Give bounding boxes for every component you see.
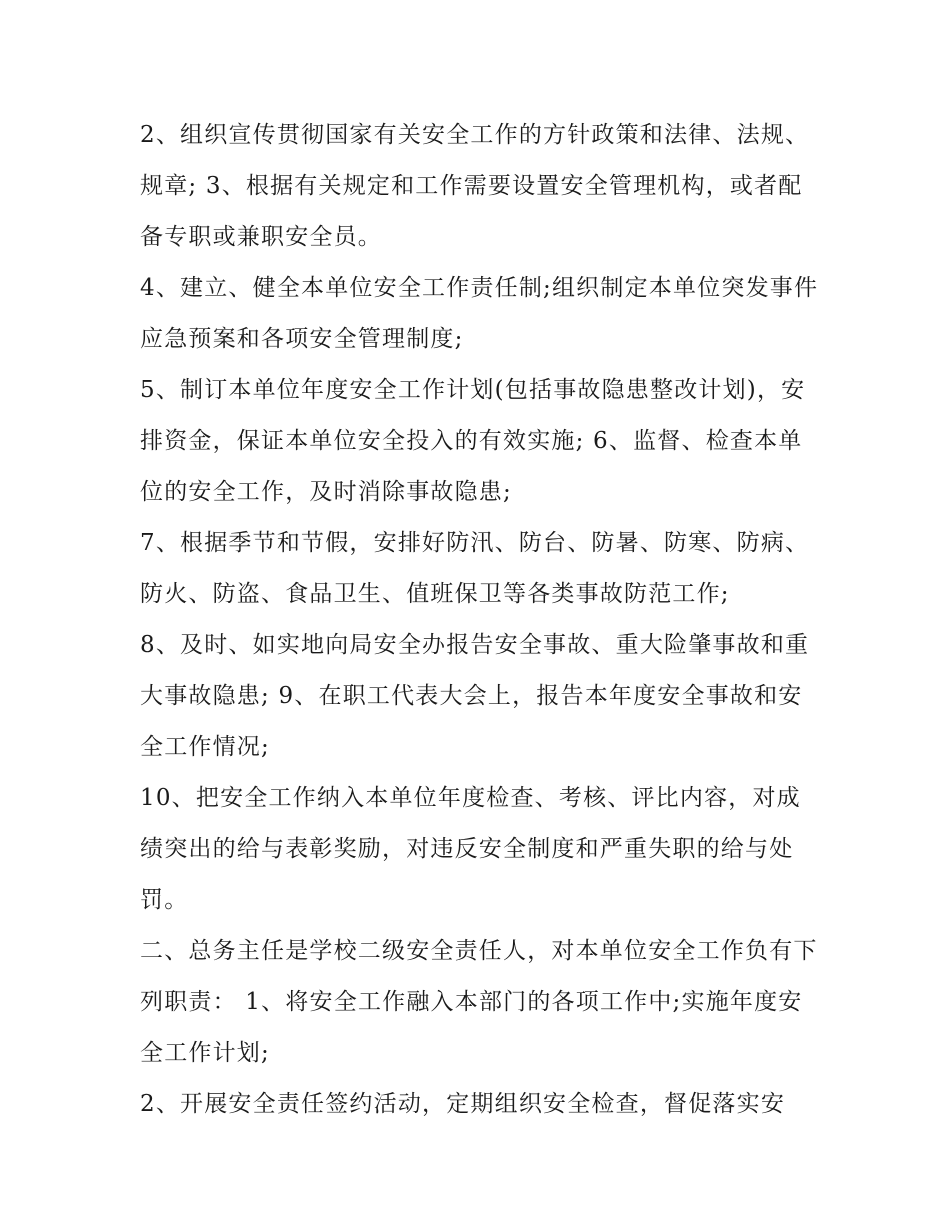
paragraph-item-5-6: 5、制订本单位年度安全工作计划(包括事故隐患整改计划)，安排资金，保证本单位安全投入的有效实施; 6、监督、检查本单位的安全工作，及时消除事故隐患; — [140, 377, 806, 505]
document-body — [140, 110, 820, 1130]
paragraph-item-8-9: 8、及时、如实地向局安全办报告安全事故、重大险肇事故和重大事故隐患; 9、在职工代表大会上，报告本年度安全事故和安全工作情况; — [140, 632, 810, 760]
paragraph-item-4: 4、建立、健全本单位安全工作责任制;组织制定本单位突发事件应急预案和各项安全管理制度; — [140, 275, 819, 352]
paragraph-section-two-item-2: 2、开展安全责任签约活动，定期组织安全检查，督促落实安 — [140, 1091, 786, 1117]
paragraph-item-7: 7、根据季节和节假，安排好防汛、防台、防暑、防寒、防病、防火、防盗、食品卫生、值班保卫等各类事故防范工作; — [140, 530, 810, 607]
paragraph-section-two: 二、总务主任是学校二级安全责任人，对本单位安全工作负有下列职责： 1、将安全工作融入本部门的各项工作中;实施年度安全工作计划; — [140, 938, 818, 1066]
paragraph-item-10: 10、把安全工作纳入本单位年度检查、考核、评比内容，对成绩突出的给与表彰奖励，对违反安全制度和严重失职的给与处罚。 — [140, 785, 801, 913]
paragraph-item-2-3: 2、组织宣传贯彻国家有关安全工作的方针政策和法律、法规、规章; 3、根据有关规定和工作需要设置安全管理机构，或者配备专职或兼职安全员。 — [140, 122, 810, 250]
